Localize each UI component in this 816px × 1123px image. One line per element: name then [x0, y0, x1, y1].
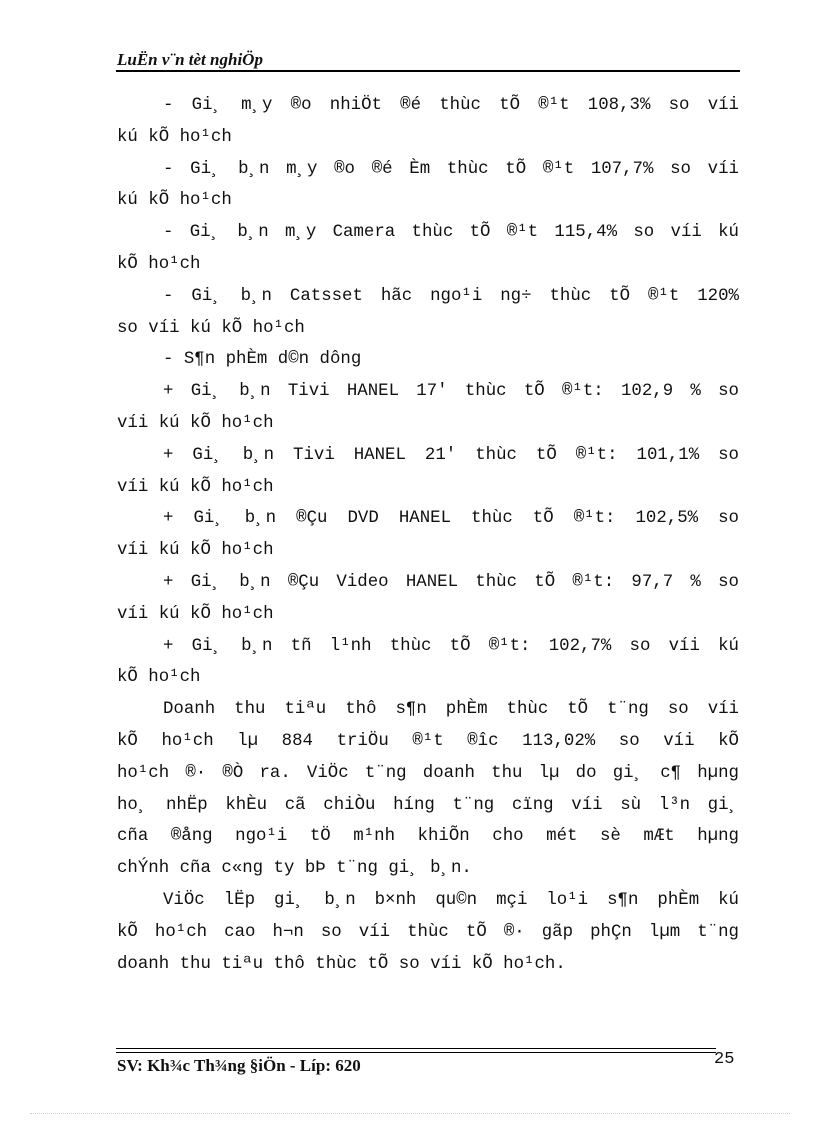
text-line: + Gi¸ b¸n Tivi HANEL 17' thùc tÕ ®¹t: 102,9 % so	[163, 382, 739, 402]
text-line: kú kÕ ho¹ch	[117, 127, 232, 147]
text-line: kú kÕ ho¹ch	[117, 191, 232, 211]
text-line: víi kú kÕ ho¹ch	[117, 604, 274, 624]
text-line: - Gi¸ b¸n Catsset hãc ngo¹i ng÷ thùc tÕ ®¹t 120%	[163, 286, 739, 306]
text-line: + Gi¸ b¸n ®Çu DVD HANEL thùc tÕ ®¹t: 102,5% so	[163, 509, 739, 529]
footer-author: SV: Kh¾c Th¾ng §iÖn - Líp: 620	[117, 1056, 361, 1075]
text-line: + Gi¸ b¸n tñ l¹nh thùc tÕ ®¹t: 102,7% so víi kú	[163, 636, 739, 656]
running-header-title: LuËn v¨n tèt nghiÖp	[117, 50, 263, 69]
text-line: kÕ ho¹ch	[117, 668, 201, 688]
text-line: chÝnh cña c«ng ty bÞ t¨ng gi¸ b¸n.	[117, 859, 472, 879]
text-line: ViÖc lËp gi¸ b¸n b×nh qu©n mçi lo¹i s¶n phÈm kú	[163, 890, 739, 910]
footer-rule-bottom	[116, 1052, 716, 1053]
body-text	[117, 90, 739, 980]
text-line: - Gi¸ b¸n m¸y Camera thùc tÕ ®¹t 115,4% so víi kú	[163, 223, 739, 243]
text-line: - Gi¸ b¸n m¸y ®o ®é Èm thùc tÕ ®¹t 107,7% so víi	[163, 159, 739, 179]
text-line: kÕ ho¹ch	[117, 254, 201, 274]
text-line: ho¹ch ®· ®Ò ra. ViÖc t¨ng doanh thu lµ do gi¸ c¶ hµng	[117, 763, 739, 783]
text-line: víi kú kÕ ho¹ch	[117, 541, 274, 561]
text-line: cña ®ång ngo¹i tÖ m¹nh khiÕn cho mét sè mÆt hµng	[117, 827, 739, 847]
header-rule	[116, 70, 740, 72]
text-line: - Gi¸ m¸y ®o nhiÖt ®é thùc tÕ ®¹t 108,3% so víi	[163, 96, 739, 115]
page-edge-divider	[30, 1113, 790, 1115]
text-line: víi kú kÕ ho¹ch	[117, 477, 274, 497]
text-line: kÕ ho¹ch lµ 884 triÖu ®¹t ®îc 113,02% so víi kÕ	[117, 731, 739, 751]
text-line: - S¶n phÈm d©n dông	[163, 350, 362, 370]
text-line: Doanh thu tiªu thô s¶n phÈm thùc tÕ t¨ng so víi	[163, 700, 739, 720]
text-line: kÕ ho¹ch cao h¬n so víi thùc tÕ ®· gãp phÇn lµm t¨ng	[117, 922, 739, 942]
text-line: víi kú kÕ ho¹ch	[117, 413, 274, 433]
text-line: ho¸ nhËp khÈu cã chiÒu híng t¨ng cïng víi sù l³n gi¸	[117, 795, 739, 815]
footer-rule-top	[116, 1048, 716, 1049]
text-line: + Gi¸ b¸n Tivi HANEL 21' thùc tÕ ®¹t: 101,1% so	[163, 445, 739, 465]
page-number: 25	[714, 1050, 735, 1069]
text-line: so víi kú kÕ ho¹ch	[117, 318, 305, 338]
text-line: + Gi¸ b¸n ®Çu Video HANEL thùc tÕ ®¹t: 97,7 % so	[163, 572, 739, 592]
text-line: doanh thu tiªu thô thùc tÕ so víi kÕ ho¹ch.	[117, 954, 566, 974]
